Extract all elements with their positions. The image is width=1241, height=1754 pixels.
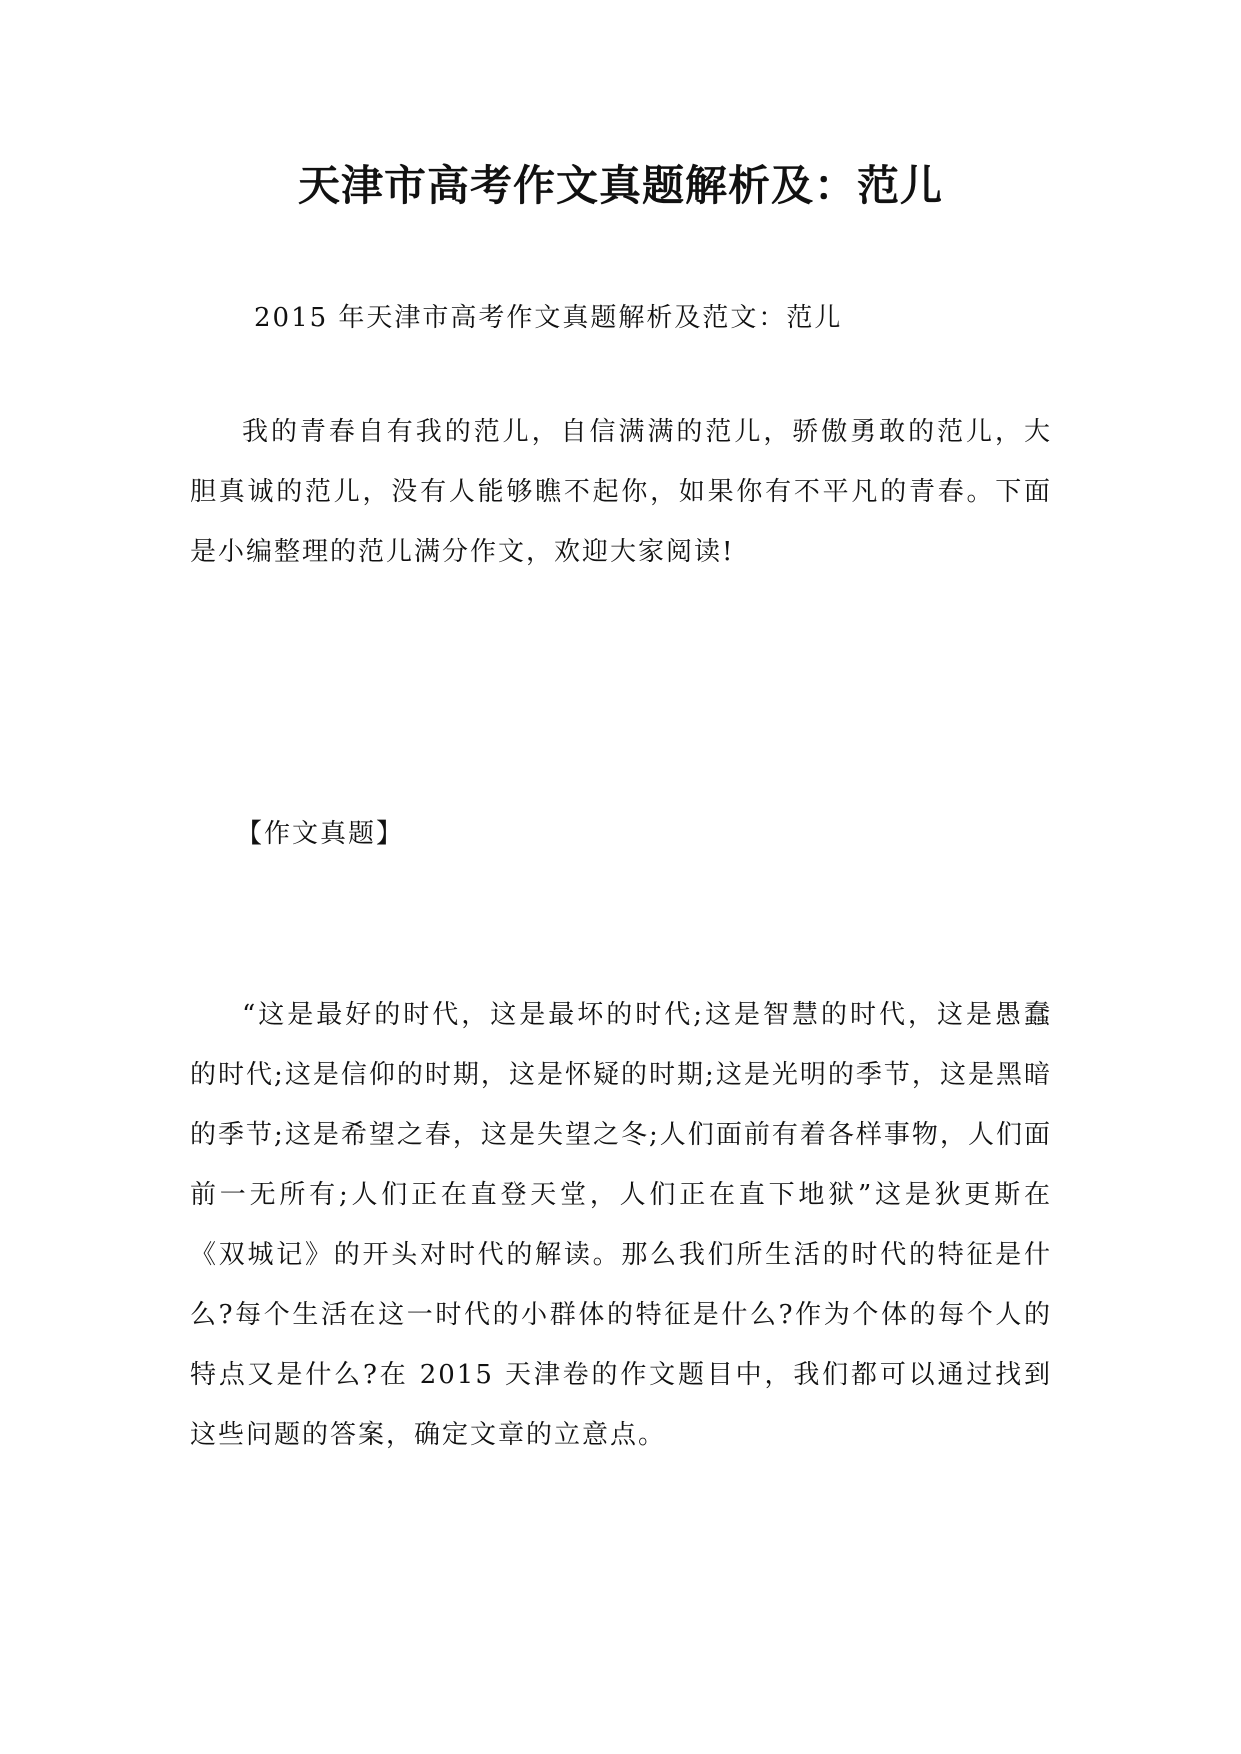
- document-title: 天津市高考作文真题解析及：范儿: [297, 161, 943, 210]
- section-heading: 【作文真题】: [236, 819, 405, 849]
- document-subtitle: 2015 年天津市高考作文真题解析及范文：范儿: [254, 303, 843, 333]
- prompt-paragraph: “这是最好的时代，这是最坏的时代;这是智慧的时代，这是愚蠢的时代;这是信仰的时期，这是怀疑的时期;这是光明的季节，这是黑暗的季节;这是希望之春，这是失望之冬;人们面前有着各样事物，人们面前一无所有;人们正在直登天堂，人们正在直下地狱”这是狄更斯在《双城记》的开头对时代的解读。那么我们所生活的时代的特征是什么?每个生活在这一时代的小群体的特征是什么?作为个体的每个人的特点又是什么?在 2015 天津卷的作文题目中，我们都可以通过找到这些问题的答案，确定文章的立意点。: [190, 1000, 1052, 1450]
- intro-paragraph: 我的青春自有我的范儿，自信满满的范儿，骄傲勇敢的范儿，大胆真诚的范儿，没有人能够瞧不起你，如果你有不平凡的青春。下面是小编整理的范儿满分作文，欢迎大家阅读!: [190, 417, 1052, 567]
